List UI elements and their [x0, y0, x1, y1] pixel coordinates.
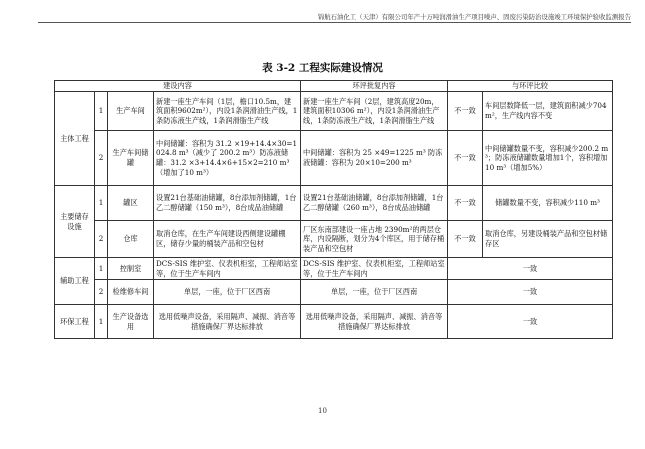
content-cell: 中间储罐：容积为 31.2 ×19+14.4×30=1024.8 m³（减少了 200.2 m³）防冻液储罐：31.2 ×3+14.4×6+15×2=210 m³（增加了10 m³）	[154, 131, 301, 186]
content-cell: 新建一座生产车间（1层，檐口10.5m，建筑面积9602m²），内设1条润滑油生产线，1条防冻液生产线，1条润滑脂生产线	[154, 92, 301, 131]
content-cell: DCS-SIS 维护室、仪表机柜室，工程师站室等，位于生产车间内	[154, 258, 301, 280]
page-header: 锦航石油化工（天津）有限公司年产十万吨润滑油生产项目噪声、固废污染防治设施竣工环境保护验收监测报告	[317, 13, 631, 21]
result-cell: 不一致	[448, 186, 483, 221]
table-header-row	[55, 81, 613, 92]
table-row	[55, 305, 613, 339]
merged-result-cell: 一致	[448, 305, 613, 339]
note-cell: 取消仓库，另建设桶装产品和空包材储存区	[483, 221, 613, 258]
result-cell: 不一致	[448, 92, 483, 131]
approved-cell: DCS-SIS 维护室、仪表机柜室，工程师站室等，位于生产车间内	[301, 258, 448, 280]
item-cell: 控制室	[108, 258, 154, 280]
table-row	[55, 131, 613, 186]
category-cell: 主要储存设施	[55, 186, 95, 258]
merged-result-cell: 一致	[448, 280, 613, 305]
approved-cell: 单层，一座，位于厂区西南	[301, 280, 448, 305]
content-cell: 设置21台基础油储罐，8台添加剂储罐，1台乙二醇储罐（150 m³），8台成品油储罐	[154, 186, 301, 221]
merged-result-cell: 一致	[448, 258, 613, 280]
table-title: 表 3-2 工程实际建设情况	[262, 62, 383, 74]
table-row	[55, 280, 613, 305]
result-cell: 不一致	[448, 131, 483, 186]
item-cell: 生产车间	[108, 92, 154, 131]
row-number: 1	[95, 258, 108, 280]
content-cell: 单层，一座，位于厂区西南	[154, 280, 301, 305]
category-cell: 主体工程	[55, 92, 95, 186]
row-number: 2	[95, 131, 108, 186]
row-number: 1	[95, 186, 108, 221]
row-number: 2	[95, 280, 108, 305]
category-cell: 辅助工程	[55, 258, 95, 305]
construction-table	[54, 80, 612, 339]
note-cell: 车间层数降低一层，建筑面积减少704m²，生产线内容不变	[483, 92, 613, 131]
table-row	[55, 221, 613, 258]
item-cell: 仓库	[108, 221, 154, 258]
col-header-compare: 与环评比较	[448, 81, 613, 92]
item-cell: 罐区	[108, 186, 154, 221]
result-cell: 不一致	[448, 221, 483, 258]
category-cell: 环保工程	[55, 305, 95, 339]
col-header-approved: 环评批复内容	[301, 81, 448, 92]
item-cell: 检维修车间	[108, 280, 154, 305]
table-row	[55, 92, 613, 131]
item-cell: 生产设备选用	[108, 305, 154, 339]
table-row	[55, 186, 613, 221]
row-number: 1	[95, 92, 108, 131]
row-number: 1	[95, 305, 108, 339]
item-cell: 生产车间储罐	[108, 131, 154, 186]
approved-cell: 厂区东南部建设一座占地 2390m²的两层仓库，内设隔断，划分为4个库区，用于储存桶装产品和空包材	[301, 221, 448, 258]
approved-cell: 选用低噪声设备，采用隔声、减振、消音等措施确保厂界达标排放	[301, 305, 448, 339]
content-cell: 取消仓库，在生产车间建设西侧建设罐棚区，储存少量的桶装产品和空包材	[154, 221, 301, 258]
page-number: 10	[318, 407, 327, 415]
note-cell: 中间储罐数量不变，容积减少200.2 m³；防冻液储罐数量增加1个，容积增加10 m³（增加5%）	[483, 131, 613, 186]
approved-cell: 新建一座生产车间（2层，建筑高度20m，建筑面积10306 m²），内设1条润滑油生产线，1条防冻液生产线，1条润滑脂生产线	[301, 92, 448, 131]
content-cell: 选用低噪声设备，采用隔声、减振、消音等措施确保厂界达标排放	[154, 305, 301, 339]
col-header-content: 建设内容	[55, 81, 301, 92]
note-cell: 储罐数量不变，容积减少110 m³	[483, 186, 613, 221]
header-rule	[38, 22, 631, 23]
approved-cell: 中间储罐：容积为 25 ×49=1225 m³ 防冻液储罐：容积为 20×10=200 m³	[301, 131, 448, 186]
approved-cell: 设置21台基础油储罐，8台添加剂储罐，1台乙二醇储罐（260 m³），8台成品油储罐	[301, 186, 448, 221]
table-row	[55, 258, 613, 280]
row-number: 2	[95, 221, 108, 258]
